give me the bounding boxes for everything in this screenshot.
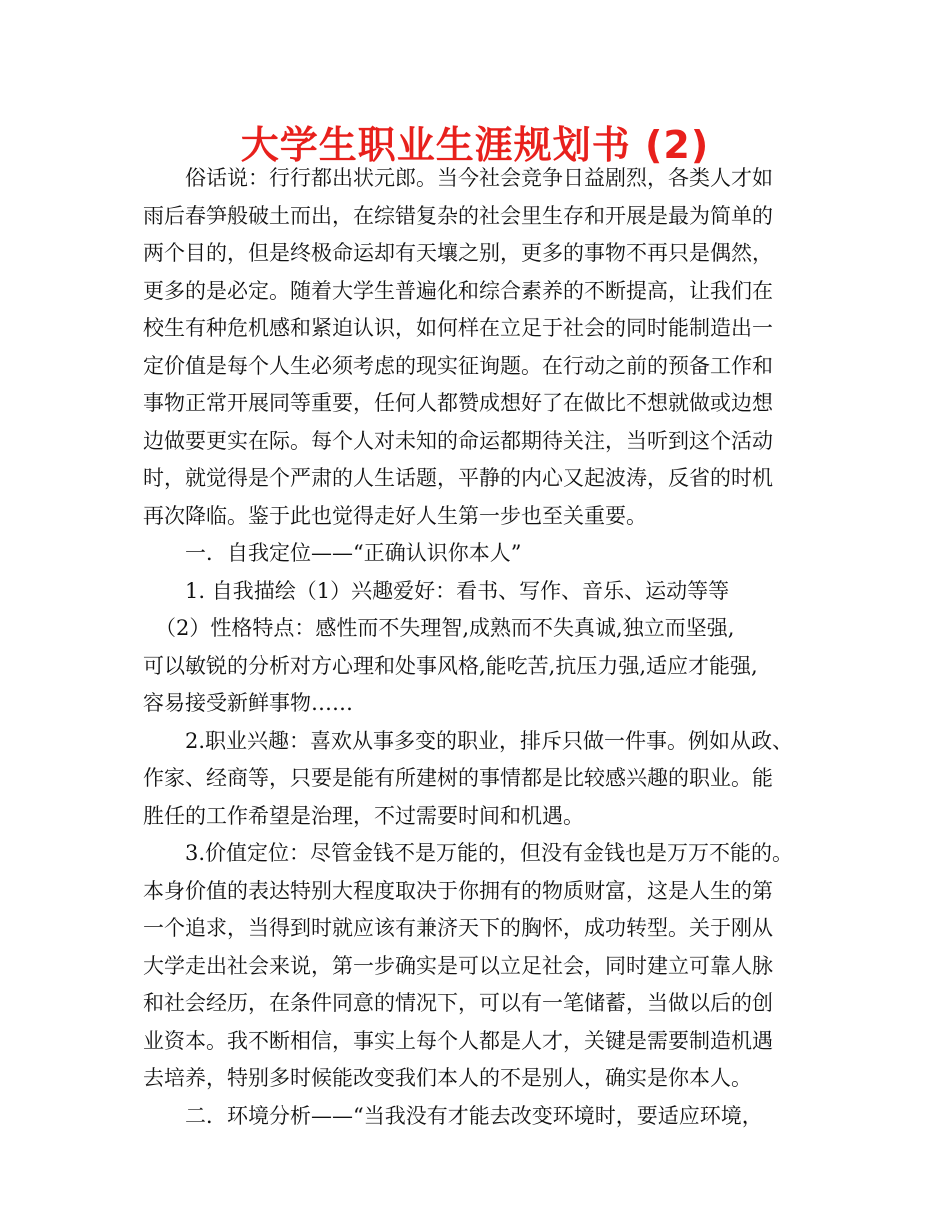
paragraph-line: 俗话说：行行都出状元郎。当今社会竞争日益剧烈，各类人才如 bbox=[185, 166, 773, 190]
paragraph-line: 可以敏锐的分析对方心理和处事风格,能吃苦,抗压力强,适应才能强, bbox=[143, 653, 758, 678]
paragraph-line: 和社会经历，在条件同意的情况下，可以有一笔储蓄，当做以后的创 bbox=[143, 991, 773, 1015]
paragraph-line: 更多的是必定。随着大学生普遍化和综合素养的不断提高，让我们在 bbox=[143, 278, 773, 303]
paragraph-line: 胜任的工作希望是治理，不过需要时间和机遇。 bbox=[143, 803, 584, 828]
paragraph-line: 去培养，特别多时候能改变我们本人的不是别人，确实是你本人。 bbox=[143, 1066, 752, 1090]
document-body bbox=[143, 160, 815, 1135]
paragraph-line: 2.职业兴趣：喜欢从事多变的职业，排斥只做一件事。例如从政、 bbox=[185, 728, 794, 753]
paragraph-line: 两个目的，但是终极命运却有天壤之别，更多的事物不再只是偶然， bbox=[143, 241, 773, 265]
paragraph-line: 3.价值定位：尽管金钱不是万能的，但没有金钱也是万万不能的。 bbox=[185, 841, 794, 865]
paragraph-line: 时，就觉得是个严肃的人生话题，平静的内心又起波涛，反省的时机 bbox=[143, 466, 773, 490]
paragraph-line: 定价值是每个人生必须考虑的现实征询题。在行动之前的预备工作和 bbox=[143, 353, 773, 378]
paragraph-line: 作家、经商等，只要是能有所建树的事情都是比较感兴趣的职业。能 bbox=[143, 766, 773, 790]
paragraph-line: 一个追求，当得到时就应该有兼济天下的胸怀，成功转型。关于刚从 bbox=[143, 916, 773, 940]
paragraph-line: 本身价值的表达特别大程度取决于你拥有的物质财富，这是人生的第 bbox=[143, 878, 773, 903]
paragraph-line: 再次降临。鉴于此也觉得走好人生第一步也至关重要。 bbox=[143, 503, 647, 528]
paragraph-line: 校生有种危机感和紧迫认识，如何样在立足于社会的同时能制造出一 bbox=[143, 316, 773, 340]
paragraph-line: 大学走出社会来说，第一步确实是可以立足社会，同时建立可靠人脉 bbox=[143, 953, 773, 978]
section-heading: 二．环境分析——“当我没有才能去改变环境时，要适应环境， bbox=[185, 1103, 763, 1128]
paragraph-line: 1. 自我描绘（1）兴趣爱好：看书、写作、音乐、运动等等 bbox=[185, 578, 730, 603]
paragraph-line: 业资本。我不断相信，事实上每个人都是人才，关键是需要制造机遇 bbox=[143, 1028, 773, 1053]
paragraph-line: 事物正常开展同等重要，任何人都赞成想好了在做比不想就做或边想 bbox=[143, 391, 773, 415]
document-title: 大学生职业生涯规划书 (2) bbox=[240, 123, 710, 167]
paragraph-line: 雨后春笋般破土而出，在综错复杂的社会里生存和开展是最为简单的 bbox=[143, 203, 773, 228]
section-heading: 一．自我定位——“正确认识你本人” bbox=[185, 541, 522, 565]
paragraph-line: （2）性格特点：感性而不失理智,成熟而不失真诚,独立而坚强, bbox=[155, 616, 735, 640]
paragraph-line: 容易接受新鲜事物…… bbox=[143, 691, 353, 715]
paragraph-line: 边做要更实在际。每个人对未知的命运都期待关注，当听到这个活动 bbox=[143, 428, 773, 453]
